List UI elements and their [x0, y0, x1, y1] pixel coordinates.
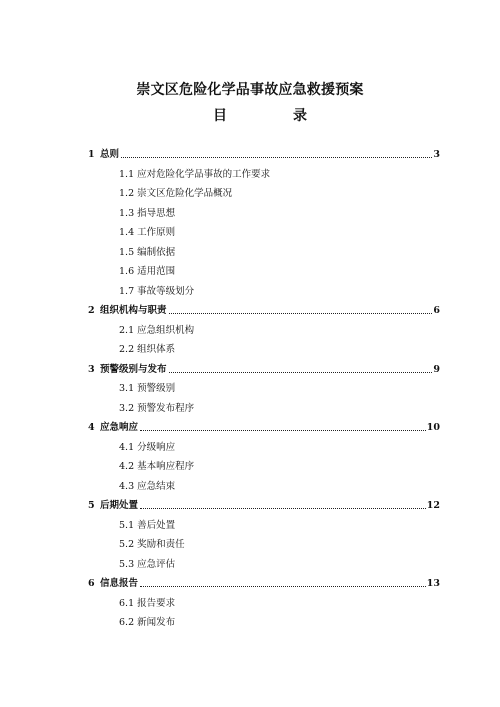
toc-section[interactable] [88, 303, 440, 317]
toc-subsection[interactable]: 1.3 指导思想 [119, 207, 176, 219]
toc-leader-dots [140, 430, 426, 431]
toc-subsection[interactable]: 2.2 组织体系 [119, 344, 176, 355]
toc-heading-left: 目 [213, 108, 227, 124]
toc-subsection[interactable]: 5.2 奖励和责任 [119, 539, 185, 550]
toc-section-title: 预警级别与发布 [100, 363, 167, 375]
toc-page-number: 6 [433, 305, 440, 316]
toc-subsection[interactable]: 1.4 工作原则 [119, 227, 176, 238]
toc-subsection[interactable]: 5.3 应急评估 [119, 558, 176, 570]
toc-subsection[interactable]: 1.1 应对危险化学品事故的工作要求 [119, 168, 271, 180]
toc-leader-dots [169, 372, 433, 373]
toc-subsection[interactable]: 4.1 分级响应 [119, 441, 176, 453]
toc-subsection[interactable]: 1.5 编制依据 [119, 246, 176, 258]
toc-section-title: 信息报告 [100, 578, 139, 589]
toc-section-number: 2 [88, 305, 95, 316]
toc-page-number: 13 [426, 578, 440, 589]
toc-leader-dots [140, 586, 426, 587]
toc-section-title: 应急响应 [100, 422, 139, 433]
toc-section-title: 组织机构与职责 [100, 305, 167, 316]
toc-section-number: 5 [88, 500, 95, 511]
toc-subsection[interactable]: 5.1 善后处置 [119, 519, 176, 531]
toc-section-number: 3 [88, 363, 95, 375]
toc-section[interactable] [88, 498, 440, 512]
toc-leader-dots [140, 508, 426, 509]
toc-section-number: 1 [88, 149, 95, 160]
toc-subsection[interactable]: 4.2 基本响应程序 [119, 461, 195, 472]
toc-subsection[interactable]: 6.2 新闻发布 [119, 617, 176, 628]
document-title: 崇文区危险化学品事故应急救援预案 [136, 82, 364, 98]
toc-section-title: 总则 [100, 149, 120, 160]
toc-leader-dots [169, 313, 433, 314]
toc-section[interactable] [88, 362, 440, 376]
toc-page-number: 3 [433, 149, 440, 160]
toc-subsection[interactable]: 1.2 崇文区危险化学品概况 [119, 188, 233, 199]
toc-leader-dots [121, 157, 432, 158]
toc-section-number: 4 [88, 422, 95, 433]
toc-subsection[interactable]: 1.6 适用范围 [119, 266, 176, 277]
toc-heading-right: 录 [293, 108, 307, 124]
toc-section[interactable] [88, 420, 440, 434]
toc-subsection[interactable]: 3.2 预警发布程序 [119, 402, 195, 414]
toc-subsection[interactable]: 2.1 应急组织机构 [119, 324, 195, 336]
toc-section-title: 后期处置 [100, 500, 139, 511]
toc-subsection[interactable]: 4.3 应急结束 [119, 480, 176, 492]
toc-section[interactable] [88, 576, 440, 590]
toc-page-number: 10 [426, 422, 440, 433]
toc-section-number: 6 [88, 578, 95, 589]
toc-section[interactable] [88, 147, 440, 161]
toc-page-number: 9 [433, 363, 440, 375]
toc-subsection[interactable]: 1.7 事故等级划分 [119, 285, 195, 297]
toc-subsection[interactable]: 3.1 预警级别 [119, 383, 176, 394]
toc-subsection[interactable]: 6.1 报告要求 [119, 597, 176, 609]
toc-page-number: 12 [426, 500, 440, 511]
toc-heading [0, 105, 500, 125]
